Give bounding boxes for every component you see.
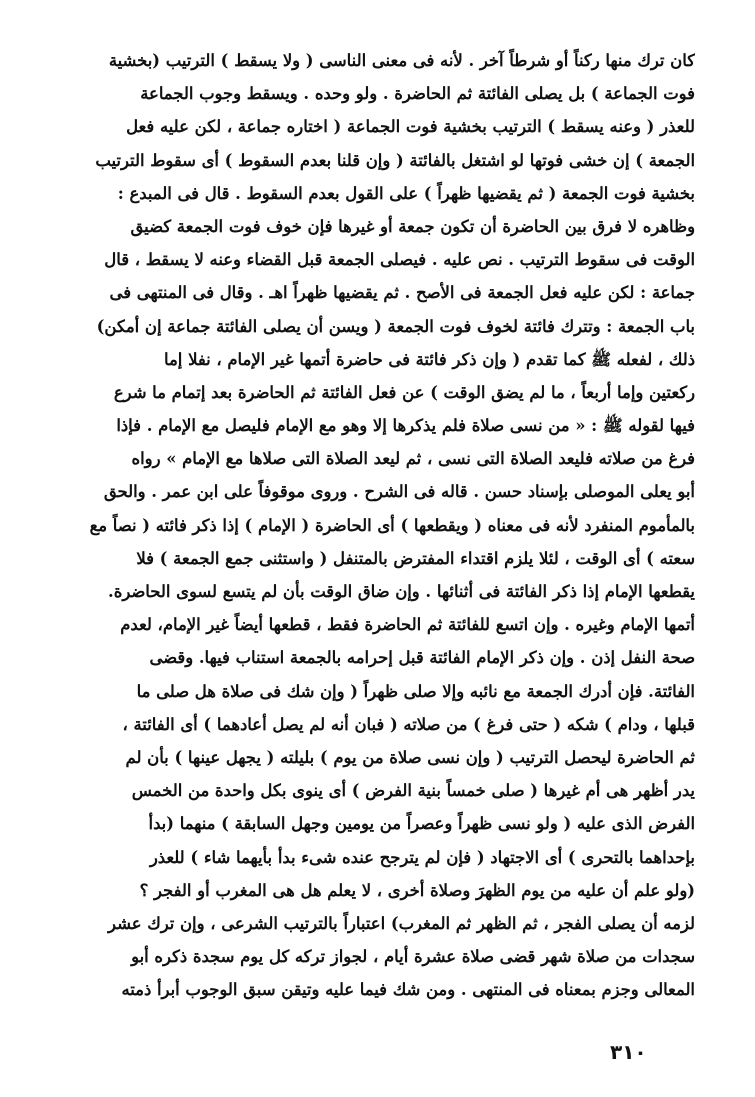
- text-line: أتمها الإمام وغيره . وإن اتسع للفائتة ثم الحاضرة فقط ، قطعها أيضاً غير الإمام، لعدم: [120, 615, 695, 635]
- text-line: سعته ) أى الوقت ، لئلا يلزم اقتداء المفترض بالمتنفل ( واستثنى جمع الجمعة ) فلا: [136, 548, 695, 568]
- body-text: [70, 44, 695, 1006]
- text-line: الجمعة ) إن خشى فوتها لو اشتغل بالفائتة ( وإن قلنا بعدم السقوط ) أى سقوط الترتيب: [95, 150, 695, 170]
- text-line: الوقت فى سقوط الترتيب . نص عليه . فيصلى الجمعة قبل القضاء وعنه لا يسقط ، قال: [104, 250, 695, 270]
- text-line: وظاهره لا فرق بين الحاضرة أن تكون جمعة أو غيرها فإن خوف فوت الجمعة كضيق: [130, 216, 695, 236]
- text-line: قبلها ، ودام ) شكه ( حتى فرغ ) من صلاته ( فبان أنه لم يصل أعادهما ) أى الفائتة ،: [122, 714, 695, 734]
- text-line: فوت الجماعة ) بل يصلى الفائتة ثم الحاضرة . ولو وحده . ويسقط وجوب الجماعة: [140, 84, 695, 104]
- text-line: صحة النفل إذن . وإن ذكر الإمام الفائتة قبل إحرامه بالجمعة استناب فيها. وقضى: [149, 648, 695, 668]
- text-line: سجدات من صلاة شهر قضى صلاة عشرة أيام ، لجواز تركه كل يوم سجدة ذكره أبو: [131, 947, 695, 967]
- text-line: ركعتين وإما أربعاً ، ما لم يضق الوقت ) عن فعل الفائتة ثم الحاضرة بعد إتمام ما شرع: [113, 382, 695, 402]
- text-line: بخشية فوت الجمعة ( ثم يقضيها ظهراً ) على القول بعدم السقوط . قال فى المبدع :: [117, 183, 695, 203]
- text-line: الفائتة. فإن أدرك الجمعة مع نائبه وإلا صلى ظهراً ( وإن شك فى صلاة هل صلى ما: [136, 681, 695, 701]
- text-line: لزمه أن يصلى الفجر ، ثم الظهر ثم المغرب) اعتباراً بالترتيب الشرعى ، وإن ترك عشر: [108, 913, 695, 933]
- text-line: الفرض الذى عليه ( ولو نسى ظهراً وعصراً من يومين وجهل السابقة ) منهما (بدأ: [148, 814, 695, 834]
- text-line: (ولو علم أن عليه من يوم الظهرَ وصلاة أخرى ، لا يعلم هل هى المغرب أو الفجر ؟: [139, 880, 695, 900]
- text-line: فرغ من صلاته فليعد الصلاة التى نسى ، ثم ليعد الصلاة التى صلاها مع الإمام » رواه: [131, 449, 695, 469]
- text-line: كان ترك منها ركناً أو شرطاً آخر . لأنه فى معنى الناسى ( ولا يسقط ) الترتيب (بخشية: [108, 51, 695, 70]
- text-line: ثم الحاضرة ليحصل الترتيب ( وإن نسى صلاة من يوم ) بليلته ( يجهل عينها ) بأن لم: [125, 747, 695, 767]
- text-line: يقطعها الإمام إذا ذكر الفائتة فى أثنائها . وإن ضاق الوقت بأن لم يتسع لسوى الحاضرة.: [108, 582, 695, 601]
- text-line: أبو يعلى الموصلى بإسناد حسن . قاله فى الشرح . وروى موقوفاً على ابن عمر . والحق: [103, 482, 695, 502]
- page-number: ٣١٠: [610, 1040, 647, 1064]
- text-line: بإحداهما بالتحرى ) أى الاجتهاد ( فإن لم يترجح عنده شىء بدأ بأيهما شاء ) للعذر: [149, 847, 695, 867]
- text-line: ذلك ، لفعله ﷺ كما تقدم ( وإن ذكر فائتة فى حاضرة أتمها غير الإمام ، نفلا إما: [164, 349, 695, 369]
- text-line: جماعة : لكن عليه فعل الجمعة فى الأصح . ثم يقضيها ظهراً اهـ . وقال فى المنتهى فى: [109, 283, 695, 303]
- text-line: المعالى وجزم بمعناه فى المنتهى . ومن شك فيما عليه وتيقن سبق الوجوب أبرأ ذمته: [121, 980, 695, 1000]
- text-line: للعذر ( وعنه يسقط ) الترتيب بخشية فوت الجماعة ( اختاره جماعة ، لكن عليه فعل: [126, 117, 695, 137]
- text-line: فيها لقوله ﷺ : « من نسى صلاة فلم يذكرها إلا وهو مع الإمام فليصل مع الإمام . فإذا: [116, 416, 695, 436]
- text-line: بالمأموم المنفرد لأنه فى معناه ( ويقطعها ) أى الحاضرة ( الإمام ) إذا ذكر فائته ( نصاً مع: [89, 515, 695, 535]
- text-line: باب الجمعة : وتترك فائتة لخوف فوت الجمعة ( ويسن أن يصلى الفائتة جماعة إن أمكن): [96, 316, 695, 336]
- text-line: يدر أظهر هى أم غيرها ( صلى خمساً بنية الفرض ) أى ينوى بكل واحدة من الخمس: [131, 781, 695, 801]
